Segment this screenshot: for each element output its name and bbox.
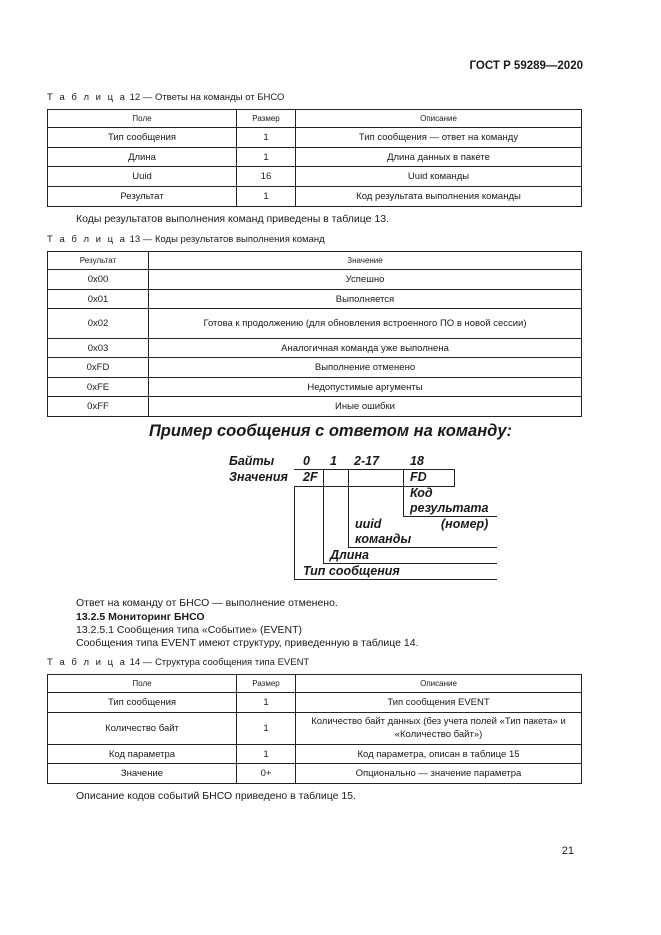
table-cell: Код параметра, описан в таблице 15 bbox=[296, 745, 582, 764]
table-cell: 0x03 bbox=[48, 339, 149, 358]
table-row bbox=[48, 378, 582, 397]
table-cell: Результат bbox=[48, 187, 237, 207]
header-cell: Описание bbox=[296, 110, 582, 128]
table-cell: 0x02 bbox=[48, 309, 149, 339]
subsection-heading: 13.2.5.1 Сообщения типа «Событие» (EVENT) bbox=[76, 624, 302, 636]
table-cell: Тип сообщения bbox=[48, 128, 237, 148]
table-row bbox=[48, 167, 582, 187]
box-divider-1 bbox=[323, 469, 324, 487]
box-top-line bbox=[294, 469, 455, 470]
header-cell: Результат bbox=[48, 252, 149, 270]
table-cell: 1 bbox=[237, 745, 296, 764]
table-row bbox=[48, 713, 582, 745]
byte-2-17: 2-17 bbox=[354, 454, 380, 468]
table-cell: 1 bbox=[237, 128, 296, 148]
table-cell: Тип сообщения EVENT bbox=[296, 693, 582, 713]
leader-byte-2-17 bbox=[348, 486, 349, 548]
paragraph: Коды результатов выполнения команд приведены в таблице 13. bbox=[76, 213, 389, 225]
table-cell: Длина bbox=[48, 148, 237, 167]
leader-byte-1 bbox=[323, 486, 324, 564]
table-12-caption: Т а б л и ц а 12 — Ответы на команды от БНСО bbox=[47, 92, 285, 103]
box-divider-4 bbox=[454, 469, 455, 487]
header-cell: Описание bbox=[296, 675, 582, 693]
example-title: Пример сообщения с ответом на команду: bbox=[148, 422, 513, 440]
byte-1: 1 bbox=[330, 454, 337, 468]
table-row bbox=[48, 270, 582, 290]
table-row bbox=[48, 290, 582, 309]
table-cell: Аналогичная команда уже выполнена bbox=[149, 339, 582, 358]
table-14 bbox=[47, 674, 582, 784]
bytes-label: Байты bbox=[229, 454, 275, 468]
table-header-row bbox=[48, 110, 582, 128]
header-cell: Поле bbox=[48, 110, 237, 128]
table-cell: Тип сообщения — ответ на команду bbox=[296, 128, 582, 148]
page-number: 21 bbox=[561, 845, 574, 857]
paragraph: Описание кодов событий БНСО приведено в таблице 15. bbox=[76, 790, 356, 802]
section-heading: 13.2.5 Мониторинг БНСО bbox=[76, 611, 205, 623]
leader-line-uuid bbox=[348, 547, 497, 548]
table-cell: 1 bbox=[237, 713, 296, 745]
table-cell: 16 bbox=[237, 167, 296, 187]
table-cell: Тип сообщения bbox=[48, 693, 237, 713]
table-cell: Длина данных в пакете bbox=[296, 148, 582, 167]
table-cell: Uuid bbox=[48, 167, 237, 187]
table-header-row bbox=[48, 675, 582, 693]
length-label: Длина bbox=[330, 548, 369, 562]
table-row bbox=[48, 339, 582, 358]
number-label: (номер) bbox=[441, 517, 489, 531]
table-cell: 1 bbox=[237, 693, 296, 713]
result-code-label-1: Код bbox=[410, 486, 433, 500]
table-cell: 0x01 bbox=[48, 290, 149, 309]
table-cell: 0xFD bbox=[48, 358, 149, 378]
standard-header: ГОСТ Р 59289—2020 bbox=[469, 60, 583, 72]
table-cell: Количество байт bbox=[48, 713, 237, 745]
table-cell: Значение bbox=[48, 764, 237, 784]
table-cell: Готова к продолжению (для обновления встроенного ПО в новой сессии) bbox=[149, 309, 582, 339]
header-cell: Размер bbox=[237, 675, 296, 693]
table-row bbox=[48, 397, 582, 417]
table-cell: Опционально — значение параметра bbox=[296, 764, 582, 784]
header-cell: Значение bbox=[149, 252, 582, 270]
table-row bbox=[48, 745, 582, 764]
table-cell: 0xFE bbox=[48, 378, 149, 397]
byte-0: 0 bbox=[303, 454, 310, 468]
table-row bbox=[48, 187, 582, 207]
table-cell: Успешно bbox=[149, 270, 582, 290]
paragraph: Сообщения типа EVENT имеют структуру, приведенную в таблице 14. bbox=[76, 637, 419, 649]
table-row bbox=[48, 309, 582, 339]
leader-byte-18 bbox=[403, 486, 404, 517]
table-cell: 1 bbox=[237, 187, 296, 207]
table-12 bbox=[47, 109, 582, 207]
table-row bbox=[48, 693, 582, 713]
leader-line-type bbox=[294, 579, 497, 580]
table-14-caption: Т а б л и ц а 14 — Структура сообщения типа EVENT bbox=[47, 657, 310, 668]
table-row bbox=[48, 764, 582, 784]
table-cell: Недопустимые аргументы bbox=[149, 378, 582, 397]
box-divider-2 bbox=[348, 469, 349, 487]
table-cell: 0+ bbox=[237, 764, 296, 784]
uuid-label-1: uuid bbox=[355, 517, 382, 531]
values-label: Значения bbox=[229, 470, 288, 484]
table-cell: Иные ошибки bbox=[149, 397, 582, 417]
leader-byte-0 bbox=[294, 486, 295, 580]
result-code-label-2: результата bbox=[410, 501, 489, 515]
byte-18: 18 bbox=[410, 454, 424, 468]
table-cell: Выполнение отменено bbox=[149, 358, 582, 378]
table-cell: 0xFF bbox=[48, 397, 149, 417]
table-row bbox=[48, 128, 582, 148]
table-cell: 1 bbox=[237, 148, 296, 167]
table-cell: Uuid команды bbox=[296, 167, 582, 187]
paragraph: Ответ на команду от БНСО — выполнение отменено. bbox=[76, 597, 338, 609]
table-cell: Код результата выполнения команды bbox=[296, 187, 582, 207]
table-header-row bbox=[48, 252, 582, 270]
table-cell: Количество байт данных (без учета полей «Тип пакета» и «Количество байт») bbox=[296, 713, 582, 745]
table-13-caption: Т а б л и ц а 13 — Коды результатов выполнения команд bbox=[47, 234, 325, 245]
table-cell: Код параметра bbox=[48, 745, 237, 764]
box-divider-3 bbox=[403, 469, 404, 487]
table-cell: Выполняется bbox=[149, 290, 582, 309]
value-18: FD bbox=[410, 470, 427, 484]
table-cell: 0x00 bbox=[48, 270, 149, 290]
value-0: 2F bbox=[303, 470, 318, 484]
table-row bbox=[48, 148, 582, 167]
uuid-label-2: команды bbox=[355, 532, 412, 546]
header-cell: Размер bbox=[237, 110, 296, 128]
table-13 bbox=[47, 251, 582, 417]
table-row bbox=[48, 358, 582, 378]
message-type-label: Тип сообщения bbox=[303, 564, 400, 578]
header-cell: Поле bbox=[48, 675, 237, 693]
